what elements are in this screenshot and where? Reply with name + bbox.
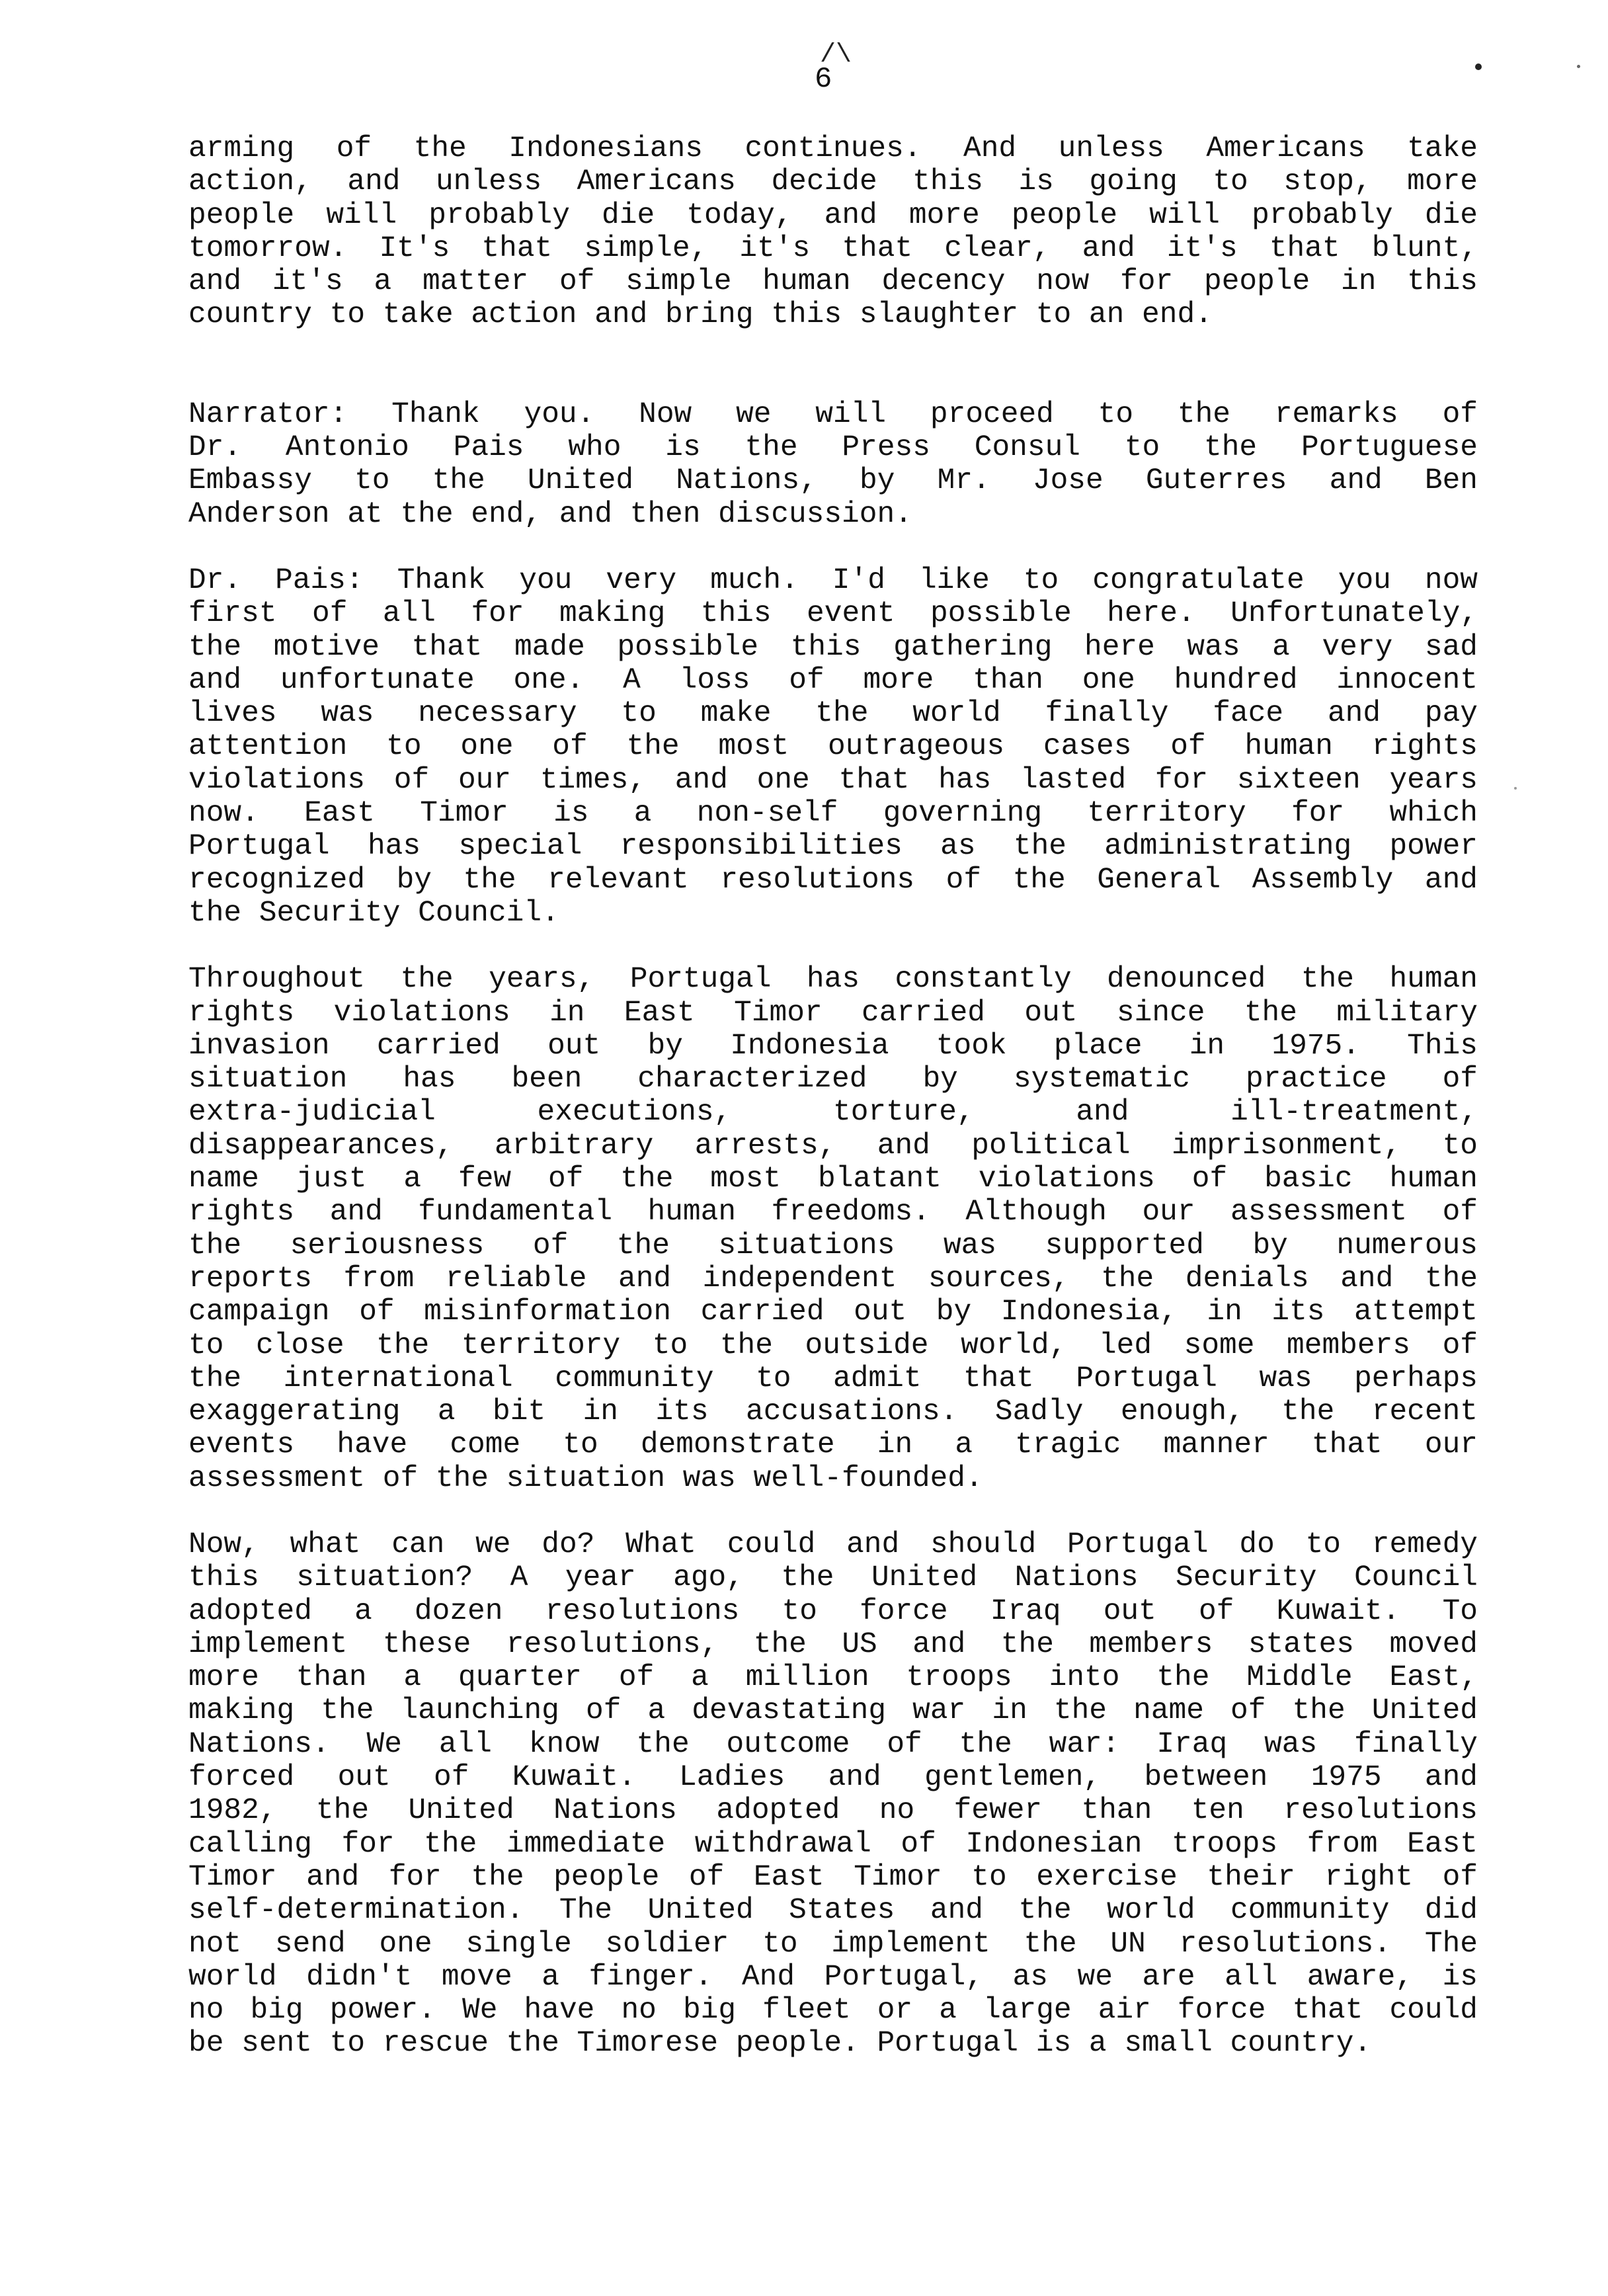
text-line: no big power. We have no big fleet or a large air force that could — [188, 1994, 1478, 2028]
text-line: extra-judicial executions, torture, and ill-treatment, — [188, 1096, 1478, 1129]
text-line: the international community to admit that Portugal was perhaps — [188, 1362, 1478, 1395]
text-line: making the launching of a devastating war in the name of the United — [188, 1694, 1478, 1728]
text-line: be sent to rescue the Timorese people. Portugal is a small country. — [188, 2027, 1372, 2061]
text-line: Throughout the years, Portugal has constantly denounced the human — [188, 963, 1478, 997]
text-line: recognized by the relevant resolutions of the General Assembly and — [188, 863, 1478, 897]
text-line: people will probably die today, and more people will probably die — [188, 198, 1478, 232]
text-line: exaggerating a bit in its accusations. Sadly enough, the recent — [188, 1395, 1478, 1429]
paragraph-gap — [188, 332, 1478, 398]
text-line: assessment of the situation was well-founded. — [188, 1461, 983, 1495]
text-line: to close the territory to the outside world, led some members of — [188, 1329, 1478, 1362]
text-line: and unfortunate one. A loss of more than one hundred innocent — [188, 663, 1478, 697]
text-line: rights and fundamental human freedoms. Although our assessment of — [188, 1196, 1478, 1229]
paragraph — [188, 963, 1478, 1495]
text-line: arming of the Indonesians continues. And unless Americans take — [188, 132, 1478, 165]
text-line: events have come to demonstrate in a tragic manner that our — [188, 1428, 1478, 1462]
text-line: 1982, the United Nations adopted no fewer than ten resolutions — [188, 1794, 1478, 1828]
text-line: the Security Council. — [188, 896, 559, 930]
text-line: the seriousness of the situations was supported by numerous — [188, 1229, 1478, 1262]
text-line: now. East Timor is a non-self governing territory for which — [188, 797, 1478, 831]
text-line: world didn't move a finger. And Portugal, as we are all aware, is — [188, 1960, 1478, 1994]
text-line: violations of our times, and one that has lasted for sixteen years — [188, 763, 1478, 797]
text-line: Narrator: Thank you. Now we will proceed to the remarks of — [188, 397, 1478, 431]
text-line: Dr. Pais: Thank you very much. I'd like to congratulate you now — [188, 563, 1478, 597]
paragraph — [188, 1528, 1478, 2061]
text-line: action, and unless Americans decide this is going to stop, more — [188, 165, 1478, 199]
page-mark: /\ — [820, 40, 852, 70]
paragraph — [188, 132, 1478, 332]
paragraph — [188, 564, 1478, 930]
text-line: reports from reliable and independent sources, the denials and the — [188, 1262, 1478, 1295]
page-number: 6 — [815, 63, 832, 96]
text-line: this situation? A year ago, the United Nations Security Council — [188, 1561, 1478, 1595]
text-line: Portugal has special responsibilities as the administrating power — [188, 830, 1478, 864]
text-line: disappearances, arbitrary arrests, and political imprisonment, to — [188, 1129, 1478, 1163]
text-line: campaign of misinformation carried out by Indonesia, in its attempt — [188, 1295, 1478, 1329]
scan-speck — [1514, 787, 1517, 790]
text-line: country to take action and bring this slaughter to an end. — [188, 298, 1213, 332]
text-line: self-determination. The United States and the world community did — [188, 1894, 1478, 1928]
text-line: name just a few of the most blatant violations of basic human — [188, 1163, 1478, 1196]
text-line: implement these resolutions, the US and the members states moved — [188, 1627, 1478, 1661]
text-line: not send one single soldier to implement the UN resolutions. The — [188, 1927, 1478, 1961]
text-line: the motive that made possible this gathering here was a very sad — [188, 630, 1478, 664]
text-line: invasion carried out by Indonesia took place in 1975. This — [188, 1029, 1478, 1063]
text-line: and it's a matter of simple human decency now for people in this — [188, 265, 1478, 299]
paragraph — [188, 398, 1478, 531]
text-line: forced out of Kuwait. Ladies and gentlemen, between 1975 and — [188, 1761, 1478, 1795]
text-line: Nations. We all know the outcome of the war: Iraq was finally — [188, 1727, 1478, 1761]
text-line: Dr. Antonio Pais who is the Press Consul to the Portuguese — [188, 431, 1478, 465]
text-line: situation has been characterized by systematic practice of — [188, 1063, 1478, 1096]
text-line: rights violations in East Timor carried out since the military — [188, 996, 1478, 1030]
paragraph-gap — [188, 930, 1478, 963]
paragraph-gap — [188, 531, 1478, 564]
text-line: attention to one of the most outrageous cases of human rights — [188, 730, 1478, 764]
scan-speck — [1577, 65, 1580, 68]
text-line: more than a quarter of a million troops into the Middle East, — [188, 1661, 1478, 1695]
text-line: Anderson at the end, and then discussion. — [188, 497, 912, 531]
text-line: Timor and for the people of East Timor to exercise their right of — [188, 1860, 1478, 1894]
body-text — [188, 132, 1478, 2061]
text-line: calling for the immediate withdrawal of Indonesian troops from East — [188, 1827, 1478, 1861]
text-line: tomorrow. It's that simple, it's that clear, and it's that blunt, — [188, 231, 1478, 265]
text-line: Now, what can we do? What could and should Portugal do to remedy — [188, 1528, 1478, 1561]
text-line: Embassy to the United Nations, by Mr. Jose Guterres and Ben — [188, 464, 1478, 498]
paragraph-gap — [188, 1495, 1478, 1528]
text-line: first of all for making this event possible here. Unfortunately, — [188, 597, 1478, 631]
scan-speck — [1475, 63, 1482, 70]
text-line: lives was necessary to make the world finally face and pay — [188, 697, 1478, 731]
text-line: adopted a dozen resolutions to force Iraq out of Kuwait. To — [188, 1594, 1478, 1628]
